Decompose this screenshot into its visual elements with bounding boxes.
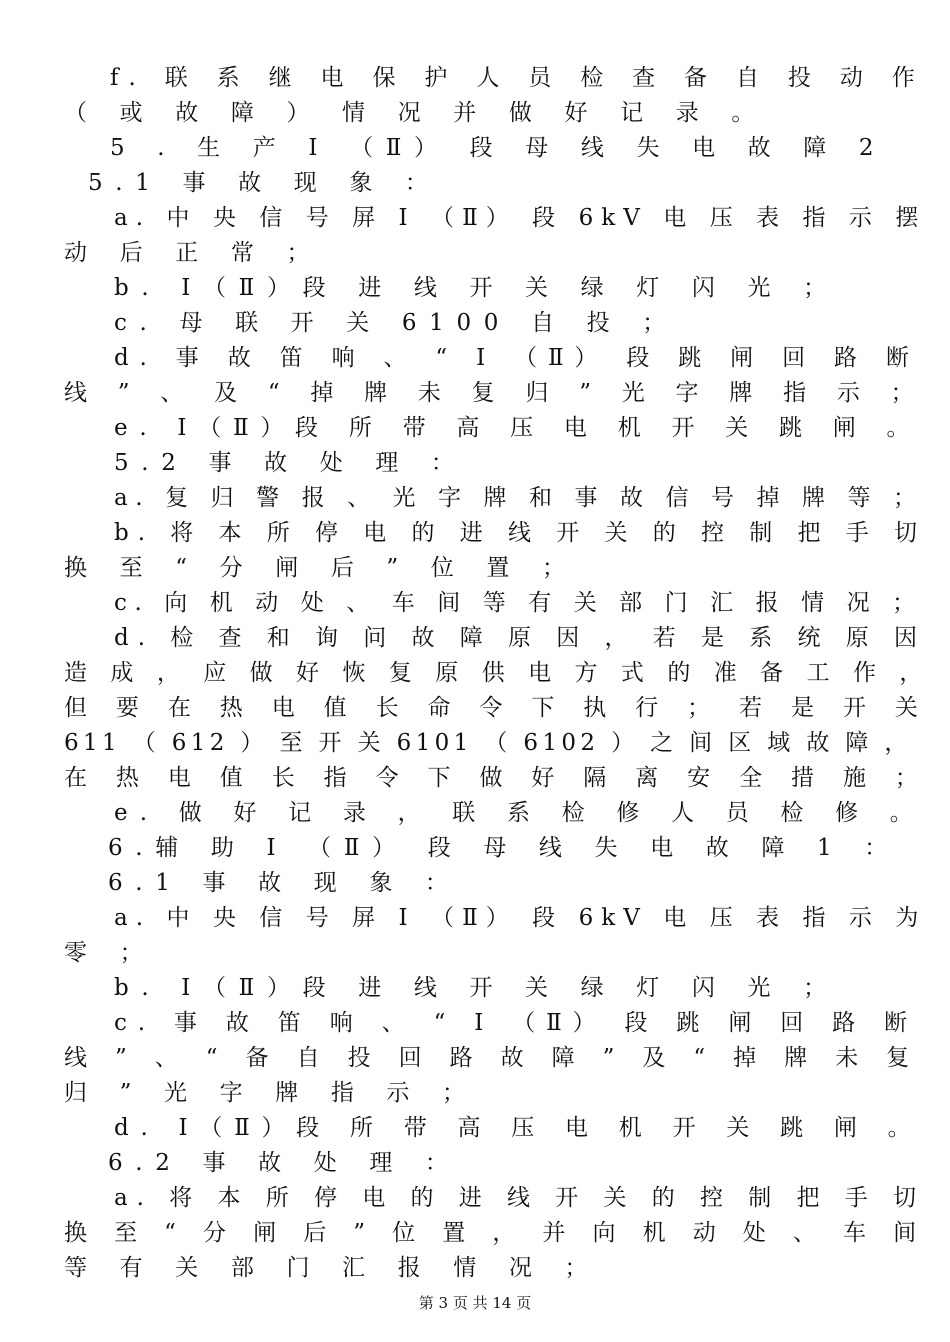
text-line: b. 将 本 所 停 电 的 进 线 开 关 的 控 制 把 手 切 — [114, 520, 926, 546]
text-line: a. 中 央 信 号 屏 Ⅰ （Ⅱ） 段 6kV 电 压 表 指 示 摆 — [114, 205, 927, 231]
text-line: 换 至 “ 分 闸 后 ” 位 置 ； — [64, 555, 578, 581]
text-line: c. 向 机 动 处 、 车 间 等 有 关 部 门 汇 报 情 况 ； — [114, 590, 923, 616]
text-line: 造 成 ， 应 做 好 恢 复 原 供 电 方 式 的 准 备 工 作 ， — [64, 660, 931, 686]
text-line: d. 事 故 笛 响 、 “ Ⅰ （Ⅱ） 段 跳 闸 回 路 断 — [114, 345, 920, 371]
text-line: a. 复 归 警 报 、 光 字 牌 和 事 故 信 号 掉 牌 等 ； — [114, 485, 924, 511]
subsection-heading: 5.1 事 故 现 象 ： — [88, 170, 441, 196]
page-footer: 第 3 页 共 14 页 — [418, 1294, 532, 1312]
text-line: b. Ⅰ（Ⅱ）段 进 线 开 关 绿 灯 闪 光 ； — [114, 975, 839, 1001]
text-line: d. 检 查 和 询 问 故 障 原 因 ， 若 是 系 统 原 因 — [114, 625, 926, 651]
text-line: 线 ” 、 “ 备 自 投 回 路 故 障 ” 及 “ 掉 牌 未 复 — [64, 1045, 920, 1071]
text-line: 换 至 “ 分 闸 后 ” 位 置 ， 并 向 机 动 处 、 车 间 — [64, 1220, 926, 1246]
text-line: （ 或 故 障 ） 情 况 并 做 好 记 录 。 — [64, 100, 767, 126]
text-line: b. Ⅰ（Ⅱ）段 进 线 开 关 绿 灯 闪 光 ； — [114, 275, 839, 301]
subsection-heading: 6.2 事 故 处 理 ： — [108, 1150, 461, 1176]
section-heading: 6.辅 助 Ⅰ （Ⅱ） 段 母 线 失 电 故 障 1 ： — [108, 835, 900, 861]
text-line: f. 联 系 继 电 保 护 人 员 检 查 备 自 投 动 作 — [110, 65, 926, 91]
subsection-heading: 6.1 事 故 现 象 ： — [108, 870, 461, 896]
text-line: c. 事 故 笛 响 、 “ Ⅰ （Ⅱ） 段 跳 闸 回 路 断 — [114, 1010, 918, 1036]
text-line: 动 后 正 常 ； — [64, 240, 323, 266]
subsection-heading: 5.2 事 故 处 理 ： — [114, 450, 467, 476]
text-line: e. 做 好 记 录 ， 联 系 检 修 人 员 检 修 。 — [114, 800, 925, 826]
section-heading: 5 . 生 产 Ⅰ （Ⅱ） 段 母 线 失 电 故 障 2 — [110, 135, 887, 161]
text-line: 等 有 关 部 门 汇 报 情 况 ； — [64, 1255, 601, 1281]
text-line: a. 中 央 信 号 屏 Ⅰ （Ⅱ） 段 6kV 电 压 表 指 示 为 — [114, 905, 927, 931]
text-line: 在 热 电 值 长 指 令 下 做 好 隔 离 安 全 措 施 ； — [64, 765, 929, 791]
text-line: 线 ” 、 及 “ 掉 牌 未 复 归 ” 光 字 牌 指 示 ； — [64, 380, 926, 406]
text-line: 零 ； — [64, 940, 156, 966]
text-line: e. Ⅰ（Ⅱ）段 所 带 高 压 电 机 开 关 跳 闸 。 — [114, 415, 922, 441]
text-line: d. Ⅰ（Ⅱ）段 所 带 高 压 电 机 开 关 跳 闸 。 — [114, 1115, 923, 1141]
text-line: a. 将 本 所 停 电 的 进 线 开 关 的 控 制 把 手 切 — [114, 1185, 925, 1211]
text-line: c. 母 联 开 关 6100 自 投 ； — [114, 310, 678, 336]
text-line: 但 要 在 热 电 值 长 命 令 下 执 行 ； 若 是 开 关 — [64, 695, 929, 721]
text-line: 归 ” 光 字 牌 指 示 ； — [64, 1080, 478, 1106]
text-line: 611 （ 612 ） 至 开 关 6101 （ 6102 ） 之 间 区 域 故 障 ， — [64, 730, 912, 756]
